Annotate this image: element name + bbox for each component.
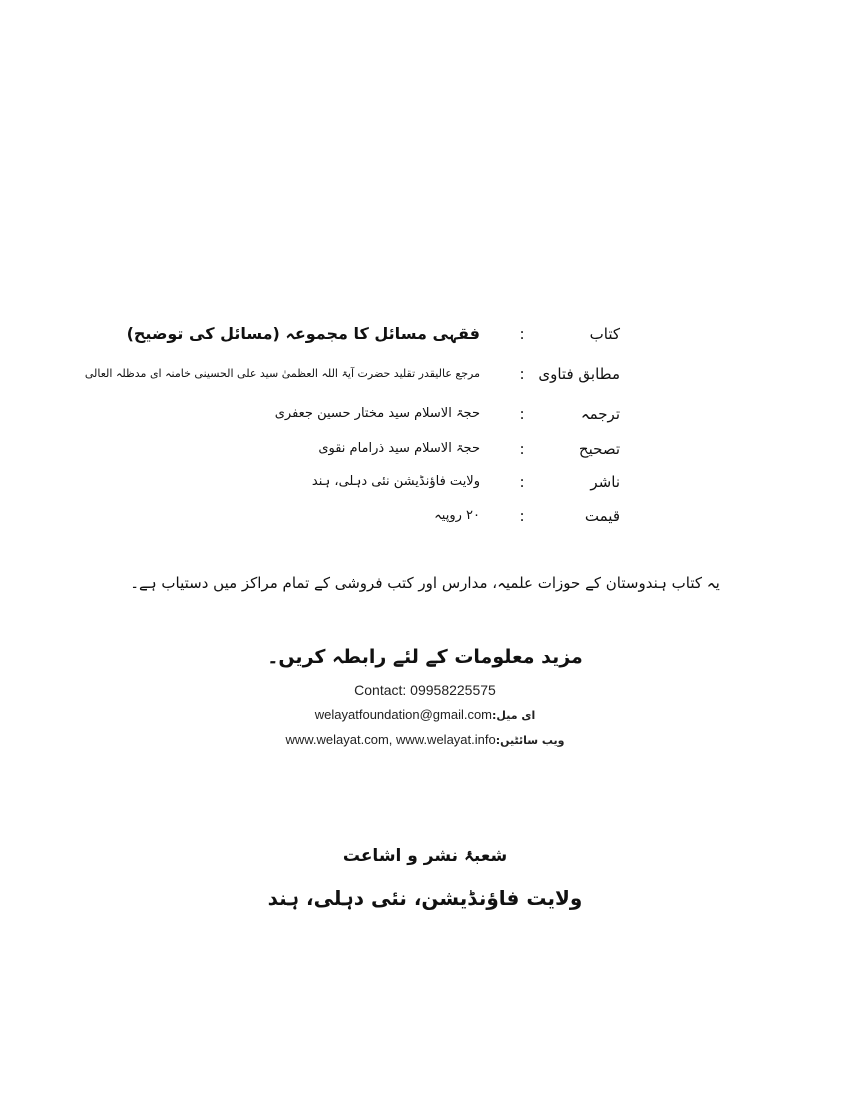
contact-heading: مزید معلومات کے لئے رابطہ کریں۔ xyxy=(267,646,583,668)
detail-label: قیمت xyxy=(584,507,620,525)
contact-web-line xyxy=(0,730,850,751)
detail-label: ترجمہ xyxy=(580,405,620,423)
detail-row-translation xyxy=(190,402,620,426)
detail-colon: : xyxy=(519,365,525,383)
detail-row-fatawa xyxy=(84,362,620,386)
detail-colon: : xyxy=(519,405,525,423)
detail-label: مطابق فتاوی xyxy=(538,365,620,383)
detail-row-book xyxy=(126,322,620,346)
detail-label: تصحیح xyxy=(578,440,620,458)
publisher-name: ولایت فاؤنڈیشن، نئی دہلی، ہند xyxy=(267,886,583,910)
detail-value-translator: حجۃ الاسلام سید مختار حسین جعفری xyxy=(274,406,480,421)
availability-statement: یہ کتاب ہندوستان کے حوزات علمیہ، مدارس اور کتب فروشی کے تمام مراکز میں دستیاب ہے۔ xyxy=(130,574,720,592)
detail-row-price xyxy=(190,504,620,528)
detail-value-title: فقہی مسائل کا مجموعہ (مسائل کی توضیح) xyxy=(126,324,480,343)
detail-colon: : xyxy=(519,507,525,525)
detail-row-correction xyxy=(190,437,620,461)
publishing-department: شعبۂ نشر و اشاعت xyxy=(342,846,508,866)
detail-colon: : xyxy=(519,440,525,458)
detail-colon: : xyxy=(519,473,525,491)
contact-phone: Contact: 09958225575 xyxy=(354,682,496,698)
contact-email-line xyxy=(0,705,850,726)
website-links[interactable]: www.welayat.com, www.welayat.info xyxy=(285,732,496,747)
web-prefix: ویب سائٹیں: xyxy=(495,734,565,747)
email-address[interactable]: welayatfoundation@gmail.com xyxy=(314,707,493,722)
detail-colon: : xyxy=(519,325,525,343)
detail-row-publisher xyxy=(190,470,620,494)
email-prefix: ای میل: xyxy=(492,709,536,722)
detail-label: ناشر xyxy=(590,473,620,491)
detail-value-corrector: حجۃ الاسلام سید ذرامام نقوی xyxy=(318,441,480,456)
detail-value-publisher: ولایت فاؤنڈیشن نئی دہلی، ہند xyxy=(311,474,480,489)
detail-label: کتاب xyxy=(589,325,620,343)
detail-value-marja: مرجع عالیقدر تقلید حضرت آیۃ اللہ العظمیٰ سید علی الحسینی خامنہ ای مدظلہ العالی xyxy=(84,367,480,380)
detail-value-price: ۲۰ روپیہ xyxy=(434,508,480,523)
